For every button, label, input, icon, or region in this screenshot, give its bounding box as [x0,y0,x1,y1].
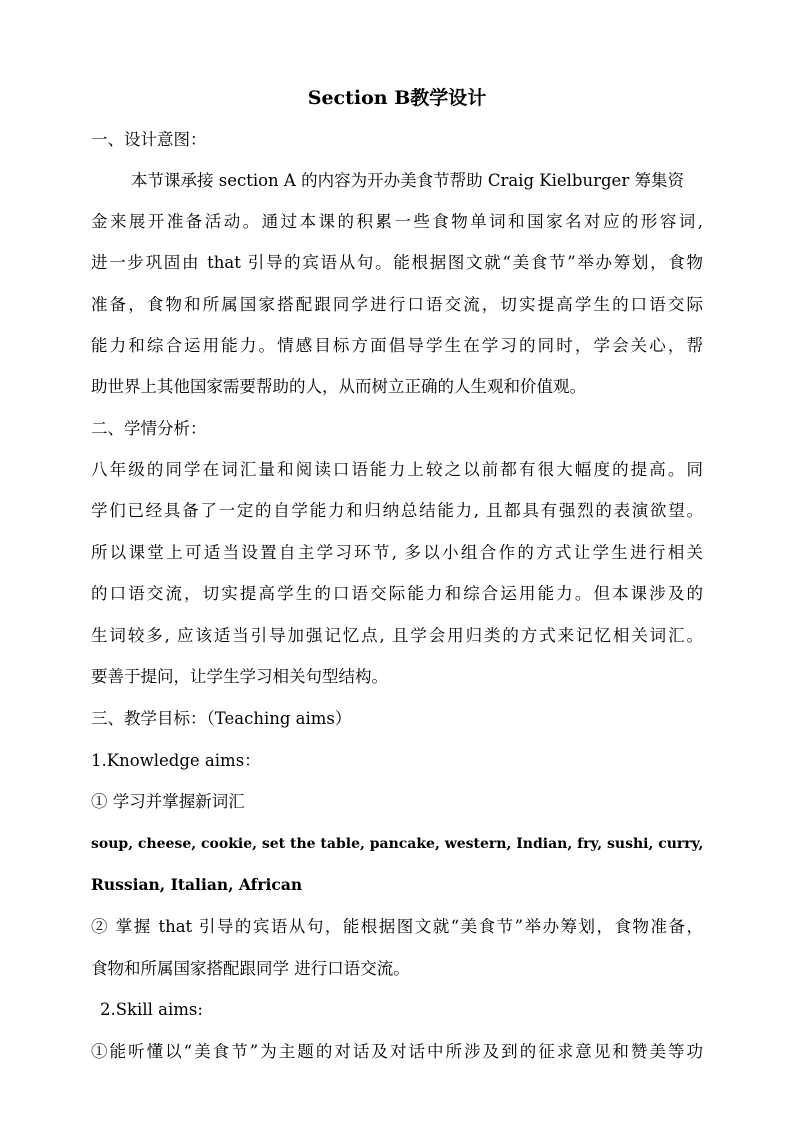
section2-line-1: 八年级的同学在词汇量和阅读口语能力上较之以前都有很大幅度的提高。同 [91,460,703,479]
section2-line-4: 的口语交流，切实提高学生的口语交际能力和综合运用能力。但本课涉及的 [91,584,703,603]
section2-heading: 二、学情分析： [91,419,207,438]
document-title: Section B教学设计 [307,87,487,109]
section1-line-4: 准备，食物和所属国家搭配跟同学进行口语交流，切实提高学生的口语交际 [91,295,703,314]
skill-aims-heading: 2.Skill aims: [100,1000,203,1019]
section3-heading: 三、教学目标：（Teaching aims） [91,709,352,728]
section2-line-6: 要善于提问，让学生学习相关句型结构。 [91,667,388,686]
section1-line-3: 进一步巩固由 that 引导的宾语从句。能根据图文就“美食节”举办筹划，食物 [91,253,703,272]
vocab-line-1: soup, cheese, cookie, set the table, pancake, western, Indian, fry, sushi, curry, [91,836,704,852]
section2-line-2: 学们已经具备了一定的自学能力和归纳总结能力, 且都具有强烈的表演欲望。 [91,501,703,520]
section1-heading: 一、设计意图： [91,130,207,149]
section1-line-2: 金来展开准备活动。通过本课的积累一些食物单词和国家名对应的形容词, [91,212,703,231]
knowledge-item-1: ① 学习并掌握新词汇 [91,792,245,811]
vocab-line-2: Russian, Italian, African [91,875,303,894]
knowledge-item-2-line-1: ② 掌握 that 引导的宾语从句，能根据图文就“美食节”举办筹划，食物准备， [91,917,703,936]
section1-line-5: 能力和综合运用能力。情感目标方面倡导学生在学习的同时，学会关心，帮 [91,336,703,355]
knowledge-item-2-line-2: 食物和所属国家搭配跟同学 进行口语交流。 [91,959,410,978]
section1-line-6: 助世界上其他国家需要帮助的人，从而树立正确的人生观和价值观。 [91,377,586,396]
section2-line-5: 生词较多, 应该适当引导加强记忆点, 且学会用归类的方式来记忆相关词汇。 [91,626,703,645]
knowledge-aims-heading: 1.Knowledge aims： [91,751,261,770]
section2-line-3: 所以课堂上可适当设置自主学习环节, 多以小组合作的方式让学生进行相关 [91,543,703,562]
section1-line-1: 本节课承接 section A 的内容为开办美食节帮助 Craig Kielburger 筹集资 [131,171,684,190]
skill-item-1: ①能听懂以“美食节”为主题的对话及对话中所涉及到的征求意见和赞美等功 [91,1042,703,1061]
